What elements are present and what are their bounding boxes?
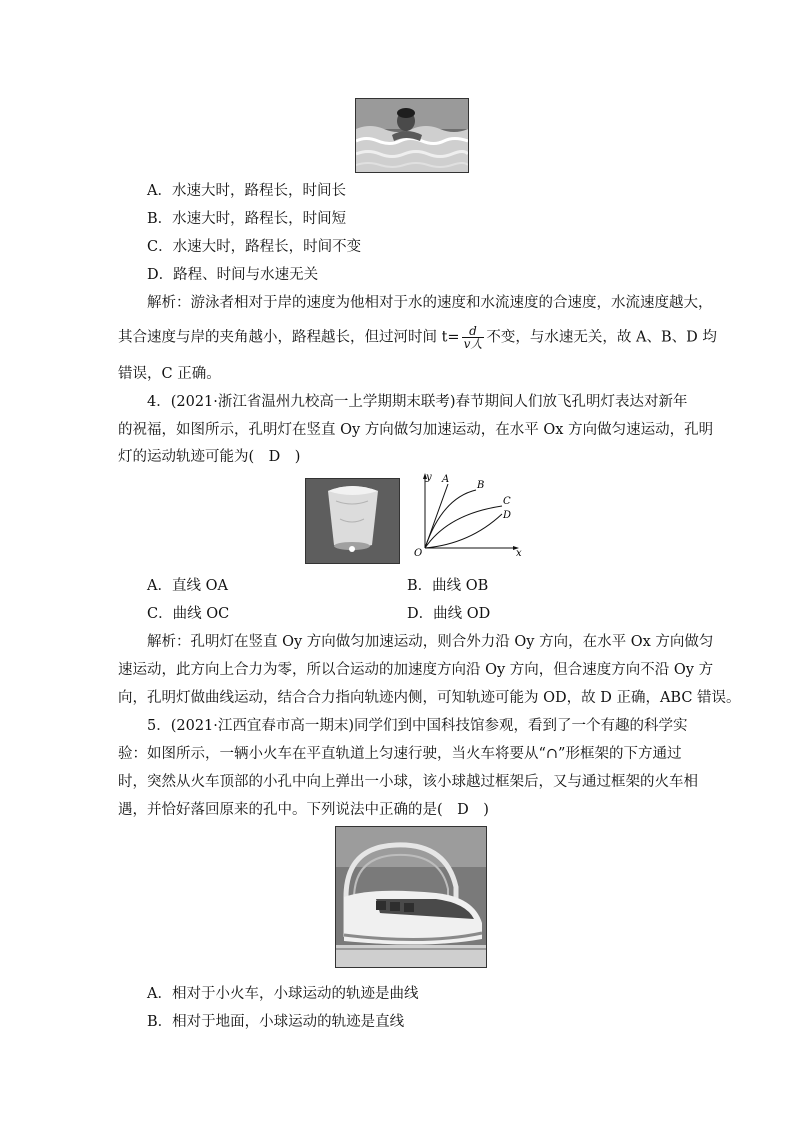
- q5-option-a: A．相对于小火车，小球运动的轨迹是曲线: [147, 986, 419, 1002]
- q3-option-c: C．水速大时，路程长，时间不变: [147, 239, 362, 255]
- q3-analysis-line-2-end: 不变，与水速无关，故 A、B、D 均: [486, 329, 717, 346]
- label-a: A: [442, 474, 450, 485]
- time-fraction: [462, 325, 485, 350]
- q4-option-a: A．直线 OA: [147, 578, 228, 594]
- curve-od: [425, 514, 502, 548]
- q4-analysis-line-3: 向，孔明灯做曲线运动，结合合力指向轨迹内侧，可知轨迹可能为 OD，故 D 正确，ABC 错误。: [118, 690, 741, 706]
- q4-analysis-line-1: 解析：孔明灯在竖直 Oy 方向做匀加速运动，则合外力沿 Oy 方向，在水平 Ox 方向做匀: [147, 634, 714, 650]
- q4-option-c: C．曲线 OC: [147, 606, 230, 622]
- q3-option-b: B．水速大时，路程长，时间短: [147, 211, 347, 227]
- lantern-illustration: [306, 479, 399, 563]
- train-illustration: [336, 827, 486, 967]
- q4-stem-line-2: 的祝福，如图所示，孔明灯在竖直 Oy 方向做匀加速运动，在水平 Ox 方向做匀速运动，孔明: [118, 422, 714, 438]
- q3-option-d: D．路程、时间与水速无关: [147, 267, 319, 283]
- q5-option-b: B．相对于地面，小球运动的轨迹是直线: [147, 1014, 405, 1030]
- q3-analysis-line-1: 解析：游泳者相对于岸的速度为他相对于水的速度和水流速度的合速度，水流速度越大，: [147, 295, 713, 311]
- q3-analysis-line-2: [118, 324, 717, 351]
- label-o: O: [414, 548, 423, 558]
- label-y: y: [426, 472, 432, 483]
- label-c: C: [503, 496, 511, 507]
- q3-analysis-line-3: 错误，C 正确。: [118, 366, 221, 382]
- q4-option-d: D．曲线 OD: [407, 606, 491, 622]
- q3-option-a: A．水速大时，路程长，时间长: [147, 183, 346, 199]
- q4-stem-line-3: 灯的运动轨迹可能为( D ): [118, 449, 301, 465]
- fraction-denominator: v人: [463, 337, 483, 351]
- q5-stem-line-3: 时，突然从火车顶部的小孔中向上弹出一小球，该小球越过框架后，又与通过框架的火车相: [118, 774, 698, 790]
- label-b: B: [477, 480, 485, 491]
- q3-analysis-line-2-start: 其合速度与岸的夹角越小，路程越长，但过河时间 t=: [118, 329, 460, 346]
- q5-stem-line-1: 5．(2021·江西宜春市高一期末)同学们到中国科技馆参观，看到了一个有趣的科学实: [147, 718, 688, 734]
- q5-stem-line-4: 遇，并恰好落回原来的孔中。下列说法中正确的是( D ): [118, 802, 489, 818]
- q4-analysis-line-2: 速运动，此方向上合力为零，所以合运动的加速度方向沿 Oy 方向，但合速度方向不沿 Oy 方: [118, 662, 714, 678]
- swimmer-illustration: [356, 99, 468, 172]
- lantern-photo: [305, 478, 400, 564]
- curve-ob: [425, 490, 476, 548]
- curve-oc: [425, 506, 502, 548]
- train-photo: [335, 826, 487, 968]
- swimmer-photo: [355, 98, 469, 173]
- fraction-numerator: d: [462, 325, 485, 338]
- trajectory-graph: [408, 470, 524, 558]
- label-x: x: [516, 548, 522, 558]
- label-d: D: [503, 510, 512, 521]
- q4-option-b: B．曲线 OB: [407, 578, 489, 594]
- q4-stem-line-1: 4．(2021·浙江省温州九校高一上学期期末联考)春节期间人们放飞孔明灯表达对新年: [147, 394, 688, 410]
- q5-stem-line-2: 验：如图所示，一辆小火车在平直轨道上匀速行驶，当火车将要从“∩”形框架的下方通过: [118, 746, 682, 762]
